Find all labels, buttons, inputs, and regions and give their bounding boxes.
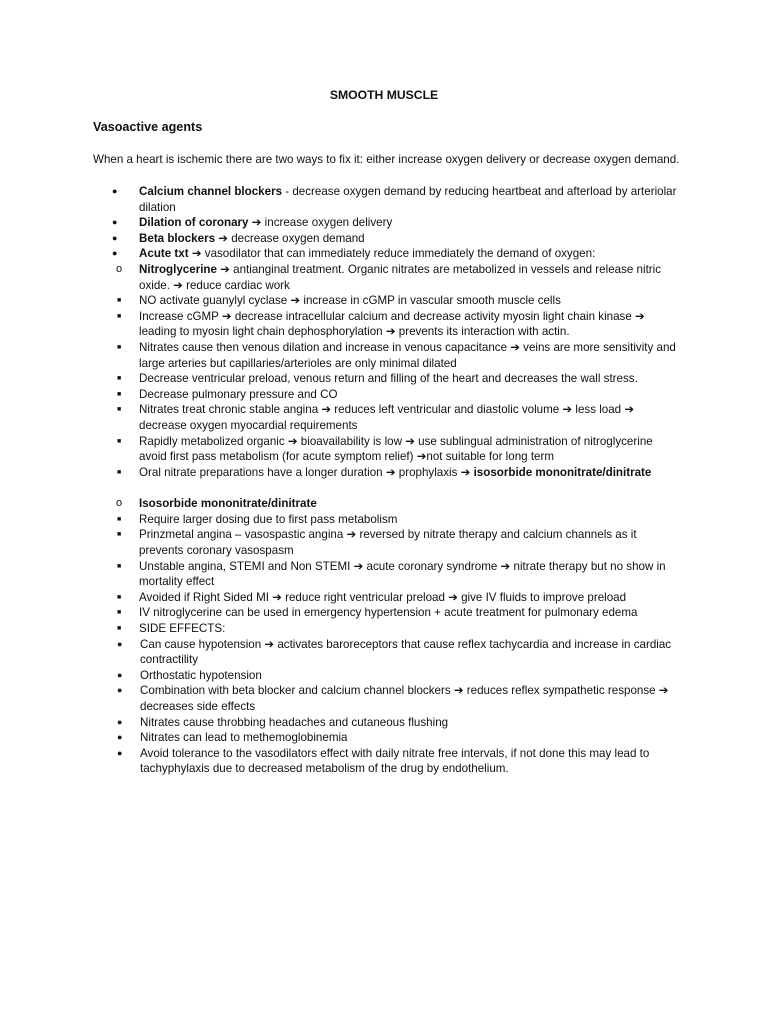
bullet-text: ➔ decrease oxygen demand: [215, 231, 365, 245]
list-item: [93, 683, 683, 714]
point-text: Nitrates cause then venous dilation and increase in venous capacitance ➔ veins are more sensitivity and large arteries but capillaries/arterioles are only minimal dilated: [139, 340, 676, 370]
side-effect-text: Can cause hypotension ➔ activates baroreceptors that cause reflex tachycardia and increase in cardiac contractility: [140, 637, 672, 667]
list-item: [93, 434, 683, 465]
side-effect-text: Orthostatic hypotension: [140, 668, 262, 682]
side-effect-text: Nitrates can lead to methemoglobinemia: [140, 731, 348, 745]
list-item: [93, 527, 683, 558]
bullet-text: vasodilator that can immediately reduce immediately the demand of oxygen:: [201, 247, 596, 261]
list-item: [93, 668, 683, 684]
bullet-marker: ●: [112, 248, 118, 259]
list-item: [93, 231, 683, 247]
square-marker: ■: [117, 406, 122, 414]
main-bullet-list: [93, 184, 683, 777]
point-text: Nitrates treat chronic stable angina ➔ reduces left ventricular and diastolic volume ➔ less load ➔ decrease oxygen myocardial requirements: [139, 403, 635, 432]
list-item: [93, 215, 683, 231]
point-text: Require larger dosing due to first pass metabolism: [139, 512, 398, 526]
square-marker: ■: [117, 343, 122, 351]
circle-marker: o: [116, 497, 123, 510]
point-text: Prinzmetal angina – vasospastic angina ➔ reversed by nitrate therapy and calcium channels as it prevents coronary vasospasm: [139, 528, 637, 558]
bullet-marker: ●: [112, 232, 118, 243]
point-text: Rapidly metabolized organic ➔ bioavailability is low ➔ use sublingual administration of nitroglycerine avoid first pass metabolism (for acute symptom relief) ➔not suitable for long term: [139, 434, 653, 464]
list-item: [93, 293, 683, 309]
list-item: [93, 715, 683, 731]
drug-name: Isosorbide mononitrate/dinitrate: [139, 497, 317, 511]
square-marker: ■: [117, 312, 122, 320]
square-marker: ■: [117, 375, 122, 383]
bullet-bold: Dilation of coronary ➔: [139, 216, 262, 230]
isosorbide-points: [93, 512, 683, 777]
side-effect-text: Combination with beta blocker and calcium channel blockers ➔ reduces reflex sympathetic response ➔ decreases side effects: [140, 684, 669, 713]
bullet-marker: ●: [117, 685, 123, 696]
point-text: Avoided if Right Sided MI ➔ reduce right ventricular preload ➔ give IV fluids to improve preload: [139, 590, 627, 604]
side-effects-list: [93, 637, 683, 777]
list-item: [93, 387, 683, 403]
circle-marker: o: [116, 262, 123, 275]
square-marker: ■: [117, 562, 122, 570]
point-text: Unstable angina, STEMI and Non STEMI ➔ acute coronary syndrome ➔ nitrate therapy but no show in mortality effect: [139, 559, 666, 589]
square-marker: ■: [117, 531, 122, 539]
point-text: NO activate guanylyl cyclase ➔ increase in cGMP in vascular smooth muscle cells: [139, 294, 561, 308]
bullet-marker: ●: [117, 669, 123, 680]
list-item: [93, 371, 683, 387]
square-marker: ■: [117, 390, 122, 398]
bullet-marker: ●: [117, 732, 123, 743]
point-text: Increase cGMP ➔ decrease intracellular calcium and decrease activity myosin light chain kinase ➔ leading to myosin light chain dephosphorylation ➔ prevents its interaction with actin.: [139, 309, 645, 339]
side-effect-text: Avoid tolerance to the vasodilators effect with daily nitrate free intervals, if not done this may lead to tachyphylaxis due to decreased metabolism of the drug by endothelium.: [140, 746, 650, 776]
square-marker: ■: [117, 609, 122, 617]
bullet-bold: Acute txt ➔: [139, 247, 202, 261]
list-item: [93, 246, 683, 777]
square-marker: ■: [117, 437, 122, 445]
list-item: [93, 309, 683, 340]
point-text: Decrease pulmonary pressure and CO: [139, 387, 338, 401]
bullet-marker: ●: [112, 186, 118, 196]
bullet-marker: ●: [117, 638, 123, 649]
nitroglycerine-points: [93, 293, 683, 480]
list-item: [93, 621, 683, 777]
point-text: Oral nitrate preparations have a longer duration ➔ prophylaxis ➔: [139, 465, 474, 479]
square-marker: ■: [117, 593, 122, 601]
bullet-marker: ●: [112, 217, 118, 228]
list-item: [93, 559, 683, 590]
list-item-isosorbide: [93, 496, 683, 777]
square-marker: ■: [117, 297, 122, 305]
point-text: IV nitroglycerine can be used in emergency hypertension + acute treatment for pulmonary edema: [139, 606, 638, 620]
square-marker: ■: [117, 625, 122, 633]
square-marker: ■: [117, 468, 122, 476]
list-item: [93, 184, 683, 215]
spacer: [139, 480, 683, 496]
bullet-marker: ●: [117, 747, 123, 758]
point-text: SIDE EFFECTS:: [139, 622, 226, 636]
bullet-text: increase oxygen delivery: [261, 216, 393, 230]
list-item: [93, 402, 683, 433]
drug-description: antianginal treatment. Organic nitrates are metabolized in vessels and release nitric oxide. ➔ reduce cardiac work: [139, 262, 662, 292]
list-item: [93, 340, 683, 371]
point-bold: isosorbide mononitrate/dinitrate: [473, 465, 652, 479]
section-heading: Vasoactive agents: [93, 120, 203, 134]
drug-sublist: [93, 262, 683, 777]
side-effect-text: Nitrates cause throbbing headaches and cutaneous flushing: [140, 715, 449, 729]
bullet-bold: Beta blockers: [139, 231, 216, 245]
list-item: [93, 605, 683, 621]
square-marker: ■: [117, 515, 122, 523]
drug-name: Nitroglycerine ➔: [139, 262, 230, 276]
list-item-nitroglycerine: [93, 262, 683, 496]
list-item: [93, 590, 683, 606]
list-item: [93, 637, 683, 668]
bullet-text: - decrease oxygen demand by reducing heartbeat and afterload by arteriolar dilation: [139, 185, 677, 214]
bullet-bold: Calcium channel blockers: [139, 185, 283, 198]
intro-paragraph: When a heart is ischemic there are two ways to fix it: either increase oxygen delivery or decrease oxygen demand.: [93, 153, 680, 166]
list-item: [93, 746, 683, 777]
list-item: [93, 730, 683, 746]
bullet-marker: ●: [117, 716, 123, 727]
list-item: [93, 512, 683, 528]
page-title: SMOOTH MUSCLE: [329, 88, 439, 102]
list-item: [93, 465, 683, 481]
point-text: Decrease ventricular preload, venous return and filling of the heart and decreases the wall stress.: [139, 372, 638, 386]
